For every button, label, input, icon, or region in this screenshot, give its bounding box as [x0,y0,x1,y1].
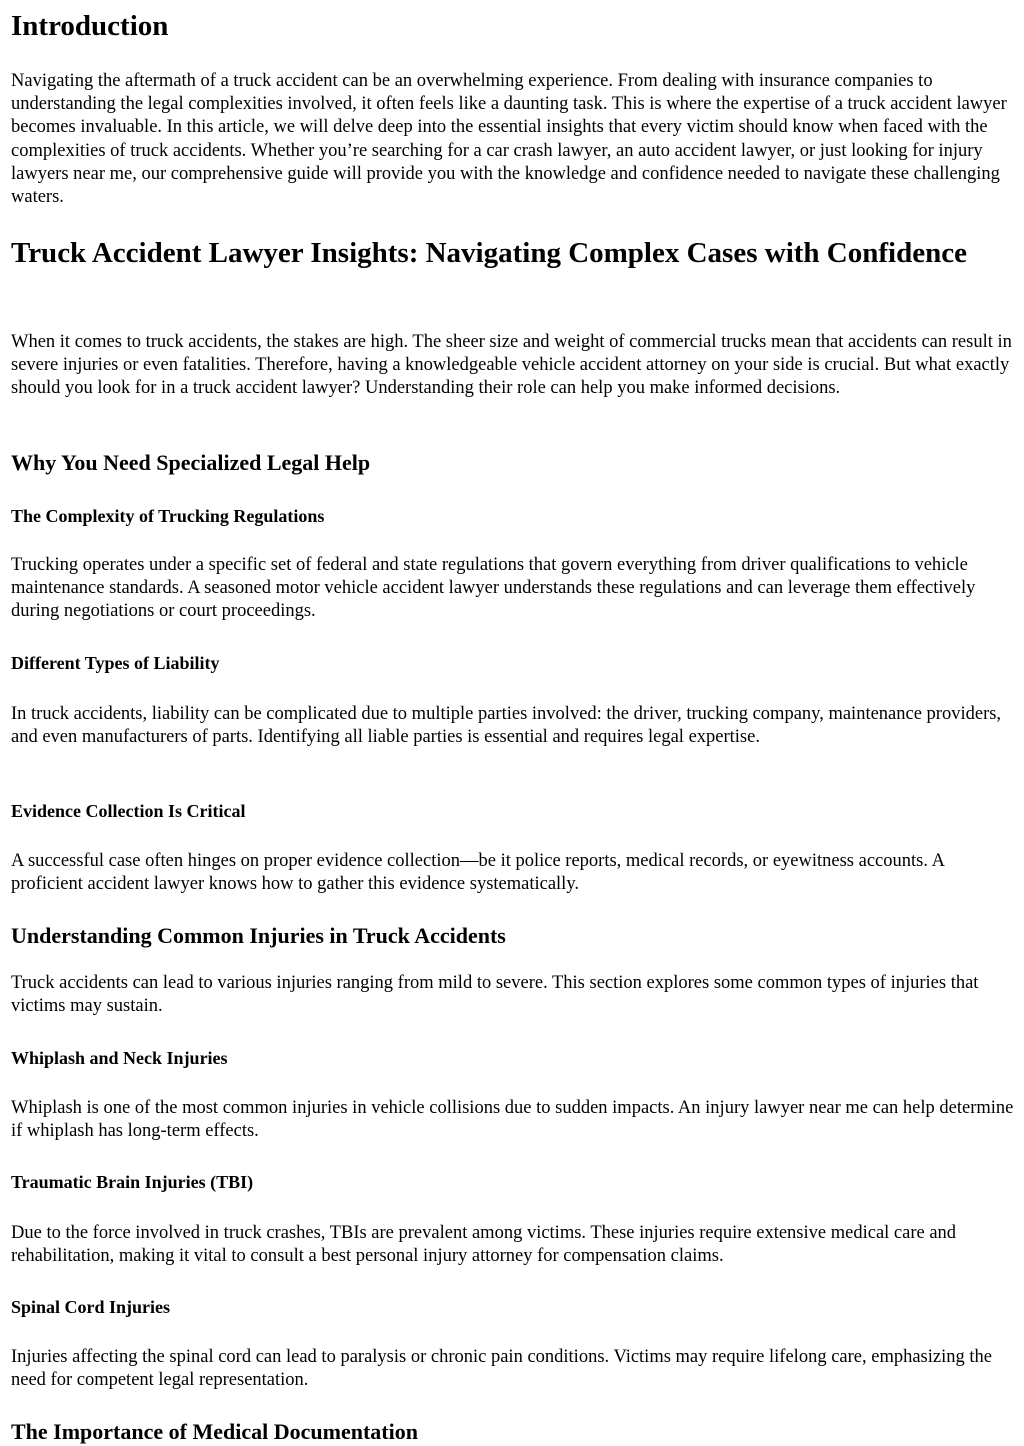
common-injuries-heading: Understanding Common Injuries in Truck Accidents [11,923,506,948]
spinal-heading: Spinal Cord Injuries [11,1297,171,1317]
intro-heading: Introduction [11,10,169,42]
medical-documentation-heading: The Importance of Medical Documentation [11,1419,418,1444]
main-paragraph: When it comes to truck accidents, the stakes are high. The sheer size and weight of commercial trucks mean that accidents can result in severe injuries or even fatalities. Therefore, having a knowledgeable vehicle accident attorney on your side is crucial. But what exactly should you look for in a truck accident lawyer? Understanding their role can help you make informed decisions. [11,332,1012,399]
trucking-regulations-paragraph: Trucking operates under a specific set of federal and state regulations that govern everything from driver qualifications to vehicle maintenance standards. A seasoned motor vehicle accident lawyer understands these regulations and can leverage them effectively during negotiations or court proceedings. [11,555,976,622]
tbi-paragraph: Due to the force involved in truck crashes, TBIs are prevalent among victims. These injuries require extensive medical care and rehabilitation, making it vital to consult a best personal injury attorney for compensation claims. [11,1223,957,1267]
trucking-regulations-heading: The Complexity of Trucking Regulations [11,506,325,526]
tbi-heading: Traumatic Brain Injuries (TBI) [11,1172,254,1192]
liability-paragraph: In truck accidents, liability can be complicated due to multiple parties involved: the driver, trucking company, maintenance providers, and even manufacturers of parts. Identifying all liable parties is essential and requires legal expertise. [11,704,1002,748]
whiplash-heading: Whiplash and Neck Injuries [11,1048,228,1068]
intro-paragraph: Navigating the aftermath of a truck accident can be an overwhelming experience. From dealing with insurance companies to understanding the legal complexities involved, it often feels like a daunting task. This is where the expertise of a truck accident lawyer becomes invaluable. In this article, we will delve deep into the essential insights that every victim should know when faced with the complexities of truck accidents. Whether you’re searching for a car crash lawyer, an auto accident lawyer, or just looking for injury lawyers near me, our comprehensive guide will provide you with the knowledge and confidence needed to navigate these challenging waters. [11,71,1007,208]
whiplash-paragraph: Whiplash is one of the most common injuries in vehicle collisions due to sudden impacts. An injury lawyer near me can help determine if whiplash has long-term effects. [11,1098,1014,1142]
spinal-paragraph: Injuries affecting the spinal cord can lead to paralysis or chronic pain conditions. Victims may require lifelong care, emphasizing the need for competent legal representation. [11,1347,992,1391]
why-specialized-help-heading: Why You Need Specialized Legal Help [11,450,371,475]
common-injuries-paragraph: Truck accidents can lead to various injuries ranging from mild to severe. This section explores some common types of injuries that victims may sustain. [11,973,979,1017]
liability-heading: Different Types of Liability [11,653,220,673]
evidence-paragraph: A successful case often hinges on proper evidence collection—be it police reports, medical records, or eyewitness accounts. A proficient accident lawyer knows how to gather this evidence systematically. [11,851,944,895]
main-heading: Truck Accident Lawyer Insights: Navigating Complex Cases with Confidence [11,237,967,269]
evidence-heading: Evidence Collection Is Critical [11,801,246,821]
